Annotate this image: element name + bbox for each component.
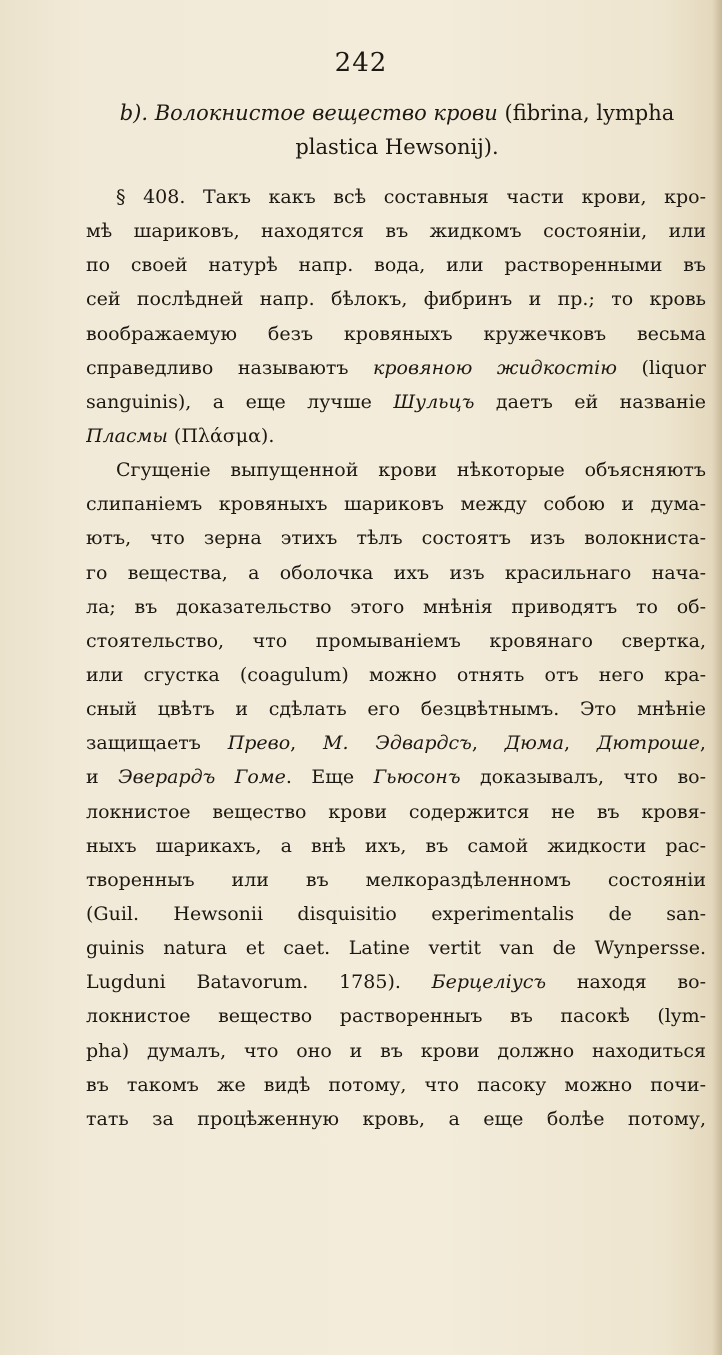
text-line (86, 760, 706, 794)
heading-line-2: plastica Hewsonij). (295, 135, 499, 159)
text-line (86, 351, 706, 385)
text-run: guinis natura et caet. Latine vertit van de Wynpersse. (86, 937, 706, 960)
text-line (86, 521, 706, 555)
text-run: сный цвѣтъ и сдѣлать его безцвѣтнымъ. Это мнѣнiе (86, 698, 706, 721)
text-line (86, 863, 706, 897)
text-run: доказывалъ, что во- (460, 766, 706, 789)
text-run: ла; въ доказательство этого мнѣнiя приводятъ то об- (86, 595, 706, 618)
italic-name: Гьюсонъ (373, 766, 461, 789)
text-run: . Еще (285, 766, 374, 789)
text-line (86, 931, 706, 965)
text-run: (Πλάσμα). (167, 424, 275, 447)
italic-name: кровяною жидкостiю (373, 356, 617, 379)
text-run: воображаемую безъ кровяныхъ кружечковъ весьма (86, 322, 706, 345)
heading-latin-1: (fibrina, lympha (504, 101, 675, 125)
text-line (86, 419, 706, 453)
text-line (86, 829, 706, 863)
italic-name: Шульцъ (393, 390, 475, 413)
page-edge-shadow (712, 0, 722, 1355)
text-run: , (699, 732, 706, 755)
text-line (86, 590, 706, 624)
text-run: локнистое вещество растворенныъ въ пасокѣ (lym- (86, 1005, 706, 1028)
text-line (86, 624, 706, 658)
text-run: ютъ, что зерна этихъ тѣлъ состоятъ изъ волокниста- (86, 527, 706, 550)
text-run: защищаетъ (86, 732, 228, 755)
italic-name: Берцелiусъ (431, 971, 547, 994)
text-line (86, 1102, 706, 1136)
text-line (86, 487, 706, 521)
body-text (86, 180, 706, 1136)
text-line (86, 556, 706, 590)
text-run: sanguinis), а еще лучше (86, 390, 394, 413)
text-line (86, 999, 706, 1033)
text-line (86, 248, 706, 282)
text-line (86, 897, 706, 931)
text-run: , (564, 732, 597, 755)
heading-line-1 (112, 96, 682, 130)
text-run: pha) думалъ, что оно и въ крови должно находиться (86, 1039, 706, 1062)
page-number: 242 (334, 48, 388, 78)
text-run: тать за процѣженную кровь, а еще болѣе потому, (86, 1107, 706, 1130)
text-run: , (290, 732, 324, 755)
text-run: , (471, 732, 505, 755)
text-run: или сгустка (coagulum) можно отнять отъ него кра- (86, 663, 706, 686)
text-run: въ такомъ же видѣ потому, что пасоку можно почи- (86, 1073, 706, 1096)
text-run: § 408. Такъ какъ всѣ составныя части крови, кро- (116, 186, 706, 208)
italic-name: М. Эдвардсъ (323, 732, 472, 755)
text-run: локнистое вещество крови содержится не въ кровя- (86, 800, 706, 823)
text-run: (liquor (616, 356, 706, 379)
italic-name: Дюма (504, 732, 564, 755)
text-run: даетъ ей названiе (474, 390, 706, 413)
text-line (86, 692, 706, 726)
text-line (86, 795, 706, 829)
italic-name: Прево (227, 732, 291, 755)
section-heading (112, 96, 682, 164)
text-run: стоятельство, что промыванiемъ кровянаго свертка, (86, 629, 706, 652)
text-run: мѣ шариковъ, находятся въ жидкомъ состоянiи, или (86, 220, 706, 243)
text-run: сей послѣдней напр. бѣлокъ, фибринъ и пр.; то кровь (86, 288, 706, 311)
text-run: и (86, 766, 119, 789)
text-run: го вещества, а оболочка ихъ изъ красильнаго нача- (86, 561, 706, 584)
text-line (86, 453, 706, 487)
text-run: находя во- (546, 971, 706, 994)
text-run: слипанiемъ кровяныхъ шариковъ между собою и дума- (86, 493, 706, 516)
text-line (86, 1068, 706, 1102)
text-line (86, 214, 706, 248)
text-run: ныхъ шарикахъ, а внѣ ихъ, въ самой жидкости рас- (86, 834, 706, 857)
text-run: Lugduni Batavorum. 1785). (86, 971, 432, 994)
italic-name: Пласмы (86, 424, 168, 447)
text-line (86, 965, 706, 999)
text-line (86, 282, 706, 316)
heading-title: Волокнистое вещество крови (154, 101, 498, 125)
text-line (86, 658, 706, 692)
italic-name: Эверардъ Гоме (118, 766, 286, 789)
text-run: (Guil. Hewsonii disquisitio experimentalis de san- (86, 902, 706, 925)
heading-label: b). (119, 101, 149, 125)
italic-name: Дютроше (596, 732, 700, 755)
text-line (86, 1034, 706, 1068)
text-run: справедливо называютъ (86, 356, 374, 379)
text-line (86, 385, 706, 419)
text-run: Сгущенiе выпущенной крови нѣкоторые объясняютъ (116, 459, 706, 482)
text-run: творенныъ или въ мелкораздѣленномъ состоянiи (86, 868, 706, 891)
text-line (86, 317, 706, 351)
text-line (86, 726, 706, 760)
text-run: по своей натурѣ напр. вода, или растворенными въ (86, 254, 706, 277)
text-line (86, 180, 706, 214)
